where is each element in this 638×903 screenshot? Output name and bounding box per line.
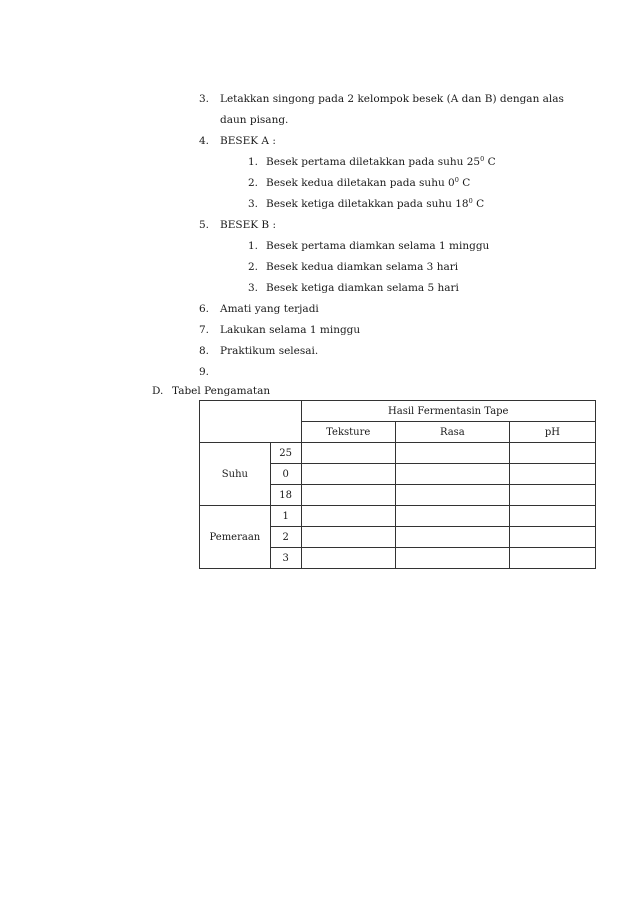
table-cell [395, 548, 509, 569]
table-cell [301, 443, 395, 464]
step-9-number: 9. [199, 366, 210, 378]
row-group-label-pemeraan: Pemeraan [200, 506, 271, 569]
table-cell [509, 464, 595, 485]
row-sublabel: 2 [270, 527, 301, 548]
table-cell [395, 527, 509, 548]
step-5-sub-1-text: Besek pertama diamkan selama 1 minggu [266, 240, 490, 252]
table-cell [395, 443, 509, 464]
step-5-sub-1-number: 1. [248, 240, 259, 252]
observation-table [199, 400, 596, 569]
degree-superscript: 0 [468, 197, 473, 205]
step-4-number: 4. [199, 135, 210, 147]
table-cell [301, 506, 395, 527]
column-header-rasa: Rasa [395, 422, 509, 443]
section-title: Tabel Pengamatan [172, 385, 271, 397]
step-5-number: 5. [199, 219, 210, 231]
row-sublabel: 0 [270, 464, 301, 485]
table-cell [509, 527, 595, 548]
table-corner-cell [200, 401, 302, 443]
row-sublabel: 25 [270, 443, 301, 464]
table-cell [509, 548, 595, 569]
table-cell [509, 443, 595, 464]
table-cell [395, 506, 509, 527]
step-5-sub-3-text: Besek ketiga diamkan selama 5 hari [266, 282, 459, 294]
table-cell [301, 464, 395, 485]
table-row [200, 506, 596, 527]
table-cell [395, 485, 509, 506]
table-cell [301, 527, 395, 548]
step-4-sub-3-text: Besek ketiga diletakkan pada suhu $18^0$ C [266, 197, 485, 210]
step-5-text: BESEK B : [220, 219, 277, 231]
row-sublabel: 3 [270, 548, 301, 569]
row-sublabel: 18 [270, 485, 301, 506]
step-8-text: Praktikum selesai. [220, 345, 319, 357]
degree-superscript: 0 [480, 155, 485, 163]
step-8-number: 8. [199, 345, 210, 357]
step-5-sub-3-number: 3. [248, 282, 259, 294]
column-header-teksture: Teksture [301, 422, 395, 443]
step-3-text-line-2: daun pisang. [220, 114, 289, 126]
step-3-number: 3. [199, 93, 210, 105]
row-group-label-suhu: Suhu [200, 443, 271, 506]
group-header-cell: Hasil Fermentasin Tape [301, 401, 595, 422]
step-7-text: Lakukan selama 1 minggu [220, 324, 361, 336]
column-header-ph: pH [509, 422, 595, 443]
step-4-sub-2-number: 2. [248, 177, 259, 189]
degree-superscript: 0 [454, 176, 459, 184]
step-4-sub-1-text: Besek pertama diletakkan pada suhu $25^0$ C [266, 155, 496, 168]
step-4-sub-3-number: 3. [248, 198, 259, 210]
table-cell [509, 506, 595, 527]
table-cell [301, 548, 395, 569]
step-5-sub-2-number: 2. [248, 261, 259, 273]
step-6-text: Amati yang terjadi [220, 303, 319, 315]
table-cell [301, 485, 395, 506]
row-sublabel: 1 [270, 506, 301, 527]
table-cell [509, 485, 595, 506]
section-letter: D. [152, 385, 164, 397]
step-4-sub-2-text: Besek kedua diletakan pada suhu $0^0$ C [266, 176, 471, 189]
step-4-sub-1-number: 1. [248, 156, 259, 168]
table-header-row [200, 401, 596, 422]
step-5-sub-2-text: Besek kedua diamkan selama 3 hari [266, 261, 459, 273]
step-7-number: 7. [199, 324, 210, 336]
step-4-text: BESEK A : [220, 135, 276, 147]
step-3-text-line-1: Letakkan singong pada 2 kelompok besek (A dan B) dengan alas [220, 93, 564, 105]
table-row [200, 443, 596, 464]
step-6-number: 6. [199, 303, 210, 315]
table-cell [395, 464, 509, 485]
